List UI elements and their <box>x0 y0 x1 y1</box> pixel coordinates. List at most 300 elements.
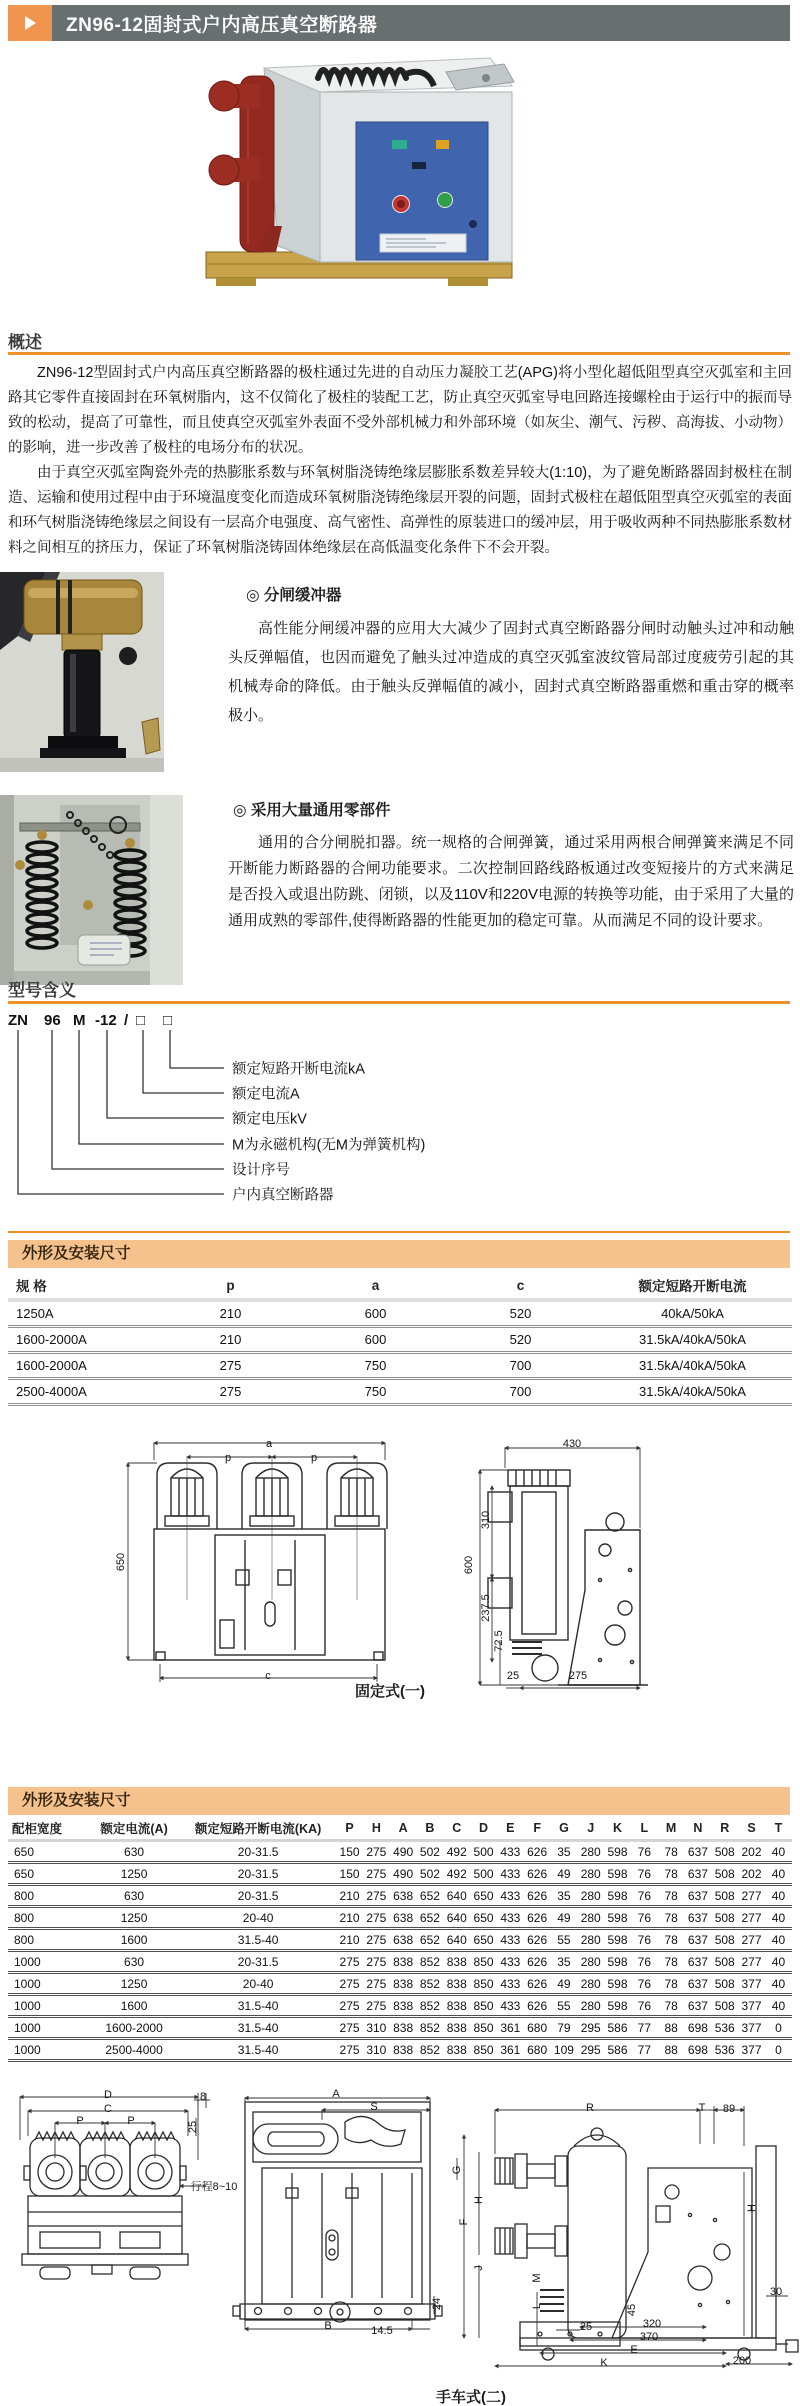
table-cell: 76 <box>631 1973 658 1995</box>
table-cell: 35 <box>551 1885 578 1907</box>
table-cell: 40 <box>765 1885 792 1907</box>
table-column-header: P <box>336 1817 363 1841</box>
table-cell: 210 <box>336 1907 363 1929</box>
table-cell: 838 <box>443 1951 470 1973</box>
table-cell: 637 <box>685 1863 712 1885</box>
dim-label: 24 <box>431 2297 443 2311</box>
table-cell: 637 <box>685 1907 712 1929</box>
table-cell: 700 <box>448 1379 593 1405</box>
table-cell: 490 <box>390 1841 417 1863</box>
table-cell: 652 <box>417 1885 444 1907</box>
handcart-drawings <box>0 2040 800 2406</box>
table-cell: 800 <box>8 1929 88 1951</box>
parts-body: 通用的合分闸脱扣器。统一规格的合闸弹簧，通过采用两根合闸弹簧来满足不同开断能力断路器的合闸功能要求。二次控制回路线路板通过改变短接片的方式来满足是否投入或退出防跳、闭锁，以及110V和220V电源的转换等功能，由于采用了大量的通用成熟的零部件,使得断路器的性能更加的稳定可靠。从而满足不同的设计要求。 <box>228 834 794 929</box>
table-cell: 1000 <box>8 1973 88 1995</box>
table-cell: 640 <box>443 1885 470 1907</box>
dim-label: 320 <box>642 2318 662 2330</box>
table-cell: 31.5-40 <box>180 1929 336 1951</box>
dim-label: D <box>104 2089 112 2101</box>
table-cell: 377 <box>738 2039 765 2061</box>
dim-label: 200 <box>732 2355 752 2367</box>
model-token-box2: □ <box>163 1012 173 1029</box>
table-cell: 20-40 <box>180 1973 336 1995</box>
table-cell: 598 <box>604 1841 631 1863</box>
table-cell: 275 <box>336 1973 363 1995</box>
table-column-header: 规 格 <box>8 1272 158 1300</box>
table-cell: 433 <box>497 1995 524 2017</box>
table-cell: 78 <box>658 1995 685 2017</box>
table-cell: 49 <box>551 1973 578 1995</box>
table-cell: 78 <box>658 1929 685 1951</box>
table-cell: 838 <box>443 1995 470 2017</box>
overview-paragraphs <box>8 361 792 561</box>
table-cell: 49 <box>551 1907 578 1929</box>
table-cell: 637 <box>685 1929 712 1951</box>
table-cell: 277 <box>738 1885 765 1907</box>
table-cell: 838 <box>443 2017 470 2039</box>
table-cell: 838 <box>443 2039 470 2061</box>
table-row <box>8 1379 792 1405</box>
table-column-header: T <box>765 1817 792 1841</box>
table-cell: 800 <box>8 1907 88 1929</box>
table-cell: 280 <box>577 1973 604 1995</box>
dims2-band: 外形及安装尺寸 <box>8 1787 790 1815</box>
table-cell: 650 <box>8 1841 88 1863</box>
dim-label: 237.5 <box>480 1594 492 1622</box>
table-cell: 586 <box>604 2017 631 2039</box>
dim-label: 310 <box>480 1510 492 1530</box>
table-row <box>8 1885 792 1907</box>
dim-label: 72.5 <box>493 1630 505 1652</box>
dim-label: M <box>531 2273 543 2283</box>
dim-label: R <box>586 2102 594 2114</box>
table-cell: 680 <box>524 2039 551 2061</box>
table-cell: 852 <box>417 1973 444 1995</box>
table-cell: 275 <box>363 1973 390 1995</box>
table-cell: 150 <box>336 1863 363 1885</box>
table-column-header: C <box>443 1817 470 1841</box>
table-cell: 275 <box>336 2017 363 2039</box>
table-cell: 20-31.5 <box>180 1841 336 1863</box>
dim-label: S <box>370 2101 378 2113</box>
table-cell: 361 <box>497 2039 524 2061</box>
table-cell: 210 <box>158 1300 303 1327</box>
table-column-header: G <box>551 1817 578 1841</box>
overview-paragraph-1: ZN96-12型固封式户内高压真空断路器的极柱通过先进的自动压力凝胶工艺(APG)将小型化超低阻型真空灭弧室和主回路其它零件直接固封在环氧树脂内，这不仅简化了极柱的装配工艺，防止真空灭弧室导电回路连接螺栓由于运行中的振而导致的松动，提高了可靠性，而且使真空灭弧室外表面不受外部机械力和外部环境（如灰尘、潮气、污秽、高海拔、小动物）的影响，进一步改善了极柱的电场分布的状况。 <box>8 365 792 456</box>
table-cell: 1000 <box>8 2017 88 2039</box>
table-cell: 852 <box>417 1995 444 2017</box>
table-row <box>8 1907 792 1929</box>
table-cell: 1250A <box>8 1300 158 1327</box>
model-token-box1: □ <box>136 1012 146 1029</box>
table-column-header: H <box>363 1817 390 1841</box>
table-cell: 78 <box>658 1951 685 1973</box>
table-cell: 31.5-40 <box>180 2017 336 2039</box>
table-cell: 650 <box>8 1863 88 1885</box>
table-cell: 210 <box>158 1327 303 1353</box>
table-cell: 433 <box>497 1973 524 1995</box>
table-cell: 280 <box>577 1863 604 1885</box>
table-cell: 361 <box>497 2017 524 2039</box>
table-cell: 637 <box>685 1995 712 2017</box>
table-column-header: 额定短路开断电流(KA) <box>180 1817 336 1841</box>
table-cell: 586 <box>604 2039 631 2061</box>
dim-label: 25 <box>579 2321 593 2333</box>
table-cell: 637 <box>685 1885 712 1907</box>
table-cell: 280 <box>577 1995 604 2017</box>
table-cell: 40 <box>765 1995 792 2017</box>
table-cell: 295 <box>577 2017 604 2039</box>
table-column-header: J <box>577 1817 604 1841</box>
table-cell: 76 <box>631 1863 658 1885</box>
model-token-zn: ZN <box>8 1012 28 1029</box>
table-cell: 652 <box>417 1907 444 1929</box>
table-row <box>8 1995 792 2017</box>
table-cell: 377 <box>738 1995 765 2017</box>
dim-label: 30 <box>769 2286 783 2298</box>
table-cell: 650 <box>470 1885 497 1907</box>
dim-label: P <box>76 2115 84 2127</box>
table-cell: 275 <box>336 1995 363 2017</box>
table-cell: 502 <box>417 1863 444 1885</box>
table-cell: 295 <box>577 2039 604 2061</box>
table-column-header: B <box>417 1817 444 1841</box>
dim-label: A <box>332 2088 340 2100</box>
dims2-header-row <box>8 1817 792 1841</box>
overview-paragraph-2: 由于真空灭弧室陶瓷外壳的热膨胀系数与环氧树脂浇铸绝缘层膨胀系数差异较大(1:10)，为了避免断路器固封极柱在制造、运输和使用过程中由于环境温度变化而造成环氧树脂浇铸绝缘层开裂的问题，固封式极柱在超低阻型真空灭弧室的表面和环气树脂浇铸绝缘层之间设有一层高介电强度、高气密性、高弹性的原装进口的缓冲层，用于吸收两种不同热膨胀系数材料之间相互的挤压力，保证了环氧树脂浇铸固体绝缘层在高低温变化条件下不会开裂。 <box>8 465 792 556</box>
table-cell: 750 <box>303 1353 448 1379</box>
table-cell: 626 <box>524 1929 551 1951</box>
table-column-header: a <box>303 1272 448 1300</box>
table-cell: 1250 <box>88 1973 180 1995</box>
table-cell: 280 <box>577 1841 604 1863</box>
table-cell: 640 <box>443 1929 470 1951</box>
table-cell: 210 <box>336 1929 363 1951</box>
dim-label: a <box>265 1438 273 1450</box>
table-cell: 626 <box>524 1973 551 1995</box>
table-cell: 20-31.5 <box>180 1863 336 1885</box>
table-column-header: F <box>524 1817 551 1841</box>
table-cell: 630 <box>88 1951 180 1973</box>
title-badge <box>8 5 52 41</box>
dim-label: 25 <box>187 2120 199 2134</box>
table-cell: 500 <box>470 1841 497 1863</box>
table-row <box>8 2017 792 2039</box>
table-cell: 500 <box>470 1863 497 1885</box>
table-cell: 536 <box>711 2039 738 2061</box>
model-token-slash: / <box>124 1012 129 1029</box>
table-cell: 638 <box>390 1885 417 1907</box>
model-token-12: -12 <box>95 1012 117 1029</box>
model-label-breaking-current: 额定短路开断电流kA <box>232 1061 365 1078</box>
dim-label: p <box>310 1452 318 1464</box>
table-cell: 638 <box>390 1907 417 1929</box>
table-cell: 838 <box>390 1995 417 2017</box>
table-cell: 31.5kA/40kA/50kA <box>593 1379 792 1405</box>
table-cell: 626 <box>524 1907 551 1929</box>
table-cell: 31.5-40 <box>180 1995 336 2017</box>
table-cell: 88 <box>658 2039 685 2061</box>
model-heading: 型号含义 <box>8 981 76 1000</box>
dim-label: 14.5 <box>371 2325 393 2337</box>
table-cell: 650 <box>470 1907 497 1929</box>
table-cell: 76 <box>631 1995 658 2017</box>
buffer-body: 高性能分闸缓冲器的应用大大减少了固封式真空断路器分闸时动触头过冲和动触头反弹幅值，也因而避免了触头过冲造成的真空灭弧室波纹管局部过度疲劳引起的其机械寿命的降低。由于触头反弹幅值的减小，固封式真空断路器重燃和重击穿的概率极小。 <box>228 620 794 724</box>
table-cell: 76 <box>631 1885 658 1907</box>
table-cell: 850 <box>470 2017 497 2039</box>
table-cell: 520 <box>448 1327 593 1353</box>
table-cell: 310 <box>363 2017 390 2039</box>
table-cell: 275 <box>363 1929 390 1951</box>
table-column-header: p <box>158 1272 303 1300</box>
table-cell: 433 <box>497 1929 524 1951</box>
table-cell: 698 <box>685 2039 712 2061</box>
table-cell: 698 <box>685 2017 712 2039</box>
table-cell: 508 <box>711 1907 738 1929</box>
dim-label: 25 <box>506 1670 520 1682</box>
table-cell: 598 <box>604 1995 631 2017</box>
dim-label: 600 <box>463 1555 475 1575</box>
table-column-header: A <box>390 1817 417 1841</box>
model-label-indoor-vcb: 户内真空断路器 <box>232 1187 334 1204</box>
table-cell: 850 <box>470 1973 497 1995</box>
dim-label: 275 <box>568 1670 588 1682</box>
table-cell: 800 <box>8 1885 88 1907</box>
table-cell: 2500-4000A <box>8 1379 158 1405</box>
table-cell: 598 <box>604 1929 631 1951</box>
table-cell: 852 <box>417 2017 444 2039</box>
table-cell: 508 <box>711 1885 738 1907</box>
breaker-illustration <box>168 34 546 296</box>
table-cell: 277 <box>738 1951 765 1973</box>
table-cell: 40 <box>765 1951 792 1973</box>
table-cell: 1600 <box>88 1929 180 1951</box>
table-cell: 280 <box>577 1951 604 1973</box>
model-token-96: 96 <box>44 1012 61 1029</box>
table-cell: 76 <box>631 1907 658 1929</box>
table-cell: 55 <box>551 1995 578 2017</box>
table-cell: 77 <box>631 2039 658 2061</box>
dims1-table <box>8 1272 792 1406</box>
overview-heading: 概述 <box>8 333 42 352</box>
table-cell: 280 <box>577 1907 604 1929</box>
model-token-m: M <box>73 1012 86 1029</box>
dim-label: G <box>451 2165 463 2175</box>
table-column-header: D <box>470 1817 497 1841</box>
table-cell: 598 <box>604 1863 631 1885</box>
table-cell: 202 <box>738 1841 765 1863</box>
table-column-header: S <box>738 1817 765 1841</box>
table-cell: 1000 <box>8 1951 88 1973</box>
table-cell: 40 <box>765 1863 792 1885</box>
table-cell: 78 <box>658 1907 685 1929</box>
table-cell: 630 <box>88 1841 180 1863</box>
table-cell: 652 <box>417 1929 444 1951</box>
table-cell: 1600-2000A <box>8 1327 158 1353</box>
table-row <box>8 1327 792 1353</box>
table-cell: 850 <box>470 1995 497 2017</box>
table-cell: 1600-2000 <box>88 2017 180 2039</box>
handcart-caption: 手车式(二) <box>436 2389 506 2406</box>
table-column-header: R <box>711 1817 738 1841</box>
table-cell: 433 <box>497 1885 524 1907</box>
dim-label: T <box>698 2102 706 2114</box>
page-title: ZN96-12固封式户内高压真空断路器 <box>66 14 378 36</box>
table-row <box>8 1300 792 1327</box>
table-column-header: N <box>685 1817 712 1841</box>
table-cell: 637 <box>685 1973 712 1995</box>
table-cell: 492 <box>443 1863 470 1885</box>
dim-label: 370 <box>639 2331 659 2343</box>
table-cell: 598 <box>604 1973 631 1995</box>
table-cell: 598 <box>604 1885 631 1907</box>
dims2-table <box>8 1817 792 2062</box>
table-cell: 31.5-40 <box>180 2039 336 2061</box>
table-cell: 40 <box>765 1841 792 1863</box>
table-cell: 700 <box>448 1353 593 1379</box>
table-cell: 275 <box>363 1885 390 1907</box>
table-cell: 210 <box>336 1885 363 1907</box>
table-cell: 433 <box>497 1841 524 1863</box>
table-cell: 433 <box>497 1907 524 1929</box>
table-column-header: M <box>658 1817 685 1841</box>
table-cell: 637 <box>685 1841 712 1863</box>
table-cell: 502 <box>417 1841 444 1863</box>
table-cell: 150 <box>336 1841 363 1863</box>
table-cell: 20-40 <box>180 1907 336 1929</box>
table-cell: 310 <box>363 2039 390 2061</box>
table-cell: 630 <box>88 1885 180 1907</box>
table-cell: 31.5kA/40kA/50kA <box>593 1353 792 1379</box>
table-cell: 536 <box>711 2017 738 2039</box>
table-cell: 275 <box>363 1907 390 1929</box>
table-cell: 275 <box>158 1353 303 1379</box>
table-cell: 0 <box>765 2017 792 2039</box>
dim-label: 89 <box>722 2103 736 2115</box>
model-label-rated-voltage: 额定电压kV <box>232 1111 307 1128</box>
table-cell: 275 <box>336 1951 363 1973</box>
table-cell: 508 <box>711 1929 738 1951</box>
model-rule <box>8 1001 790 1004</box>
dim-label: 45 <box>626 2303 638 2317</box>
dim-label: E <box>630 2344 638 2356</box>
table-cell: 1000 <box>8 2039 88 2061</box>
table-cell: 433 <box>497 1951 524 1973</box>
product-photo <box>168 34 546 296</box>
dim-label: c <box>265 1670 271 1682</box>
table-cell: 35 <box>551 1841 578 1863</box>
table-cell: 277 <box>738 1907 765 1929</box>
table-row <box>8 1863 792 1885</box>
buffer-heading: ◎ 分闸缓冲器 <box>246 587 342 604</box>
table-cell: 49 <box>551 1863 578 1885</box>
table-column-header: K <box>604 1817 631 1841</box>
table-cell: 275 <box>336 2039 363 2061</box>
table-cell: 852 <box>417 1951 444 1973</box>
table-cell: 280 <box>577 1929 604 1951</box>
table-cell: 76 <box>631 1929 658 1951</box>
table-cell: 377 <box>738 1973 765 1995</box>
dim-label: 8 <box>199 2091 207 2103</box>
table-row <box>8 1841 792 1863</box>
table-cell: 31.5kA/40kA/50kA <box>593 1327 792 1353</box>
table-cell: 40kA/50kA <box>593 1300 792 1327</box>
dim-label: B <box>324 2320 332 2332</box>
table-cell: 838 <box>443 1973 470 1995</box>
parts-heading: ◎ 采用大量通用零部件 <box>233 802 391 819</box>
table-cell: 600 <box>303 1300 448 1327</box>
table-cell: 490 <box>390 1863 417 1885</box>
table-cell: 0 <box>765 2039 792 2061</box>
table-cell: 850 <box>470 2039 497 2061</box>
table-cell: 20-31.5 <box>180 1951 336 1973</box>
table-cell: 2500-4000 <box>88 2039 180 2061</box>
table-cell: 40 <box>765 1907 792 1929</box>
table-column-header: 额定电流(A) <box>88 1817 180 1841</box>
table-cell: 40 <box>765 1973 792 1995</box>
table-cell: 508 <box>711 1973 738 1995</box>
table-cell: 280 <box>577 1885 604 1907</box>
table-cell: 626 <box>524 1841 551 1863</box>
overview-rule <box>8 352 790 355</box>
dim-label: H <box>473 2196 485 2204</box>
dim-label: 650 <box>115 1552 127 1572</box>
table-cell: 680 <box>524 2017 551 2039</box>
dim-label: F <box>458 2218 470 2226</box>
table-cell: 598 <box>604 1907 631 1929</box>
model-label-design-serial: 设计序号 <box>232 1162 290 1179</box>
table-cell: 638 <box>390 1929 417 1951</box>
dims1-header-row <box>8 1272 792 1300</box>
table-cell: 76 <box>631 1951 658 1973</box>
table-cell: 55 <box>551 1929 578 1951</box>
table-cell: 377 <box>738 2017 765 2039</box>
table-cell: 77 <box>631 2017 658 2039</box>
table-cell: 109 <box>551 2039 578 2061</box>
table-cell: 600 <box>303 1327 448 1353</box>
table-cell: 275 <box>363 1841 390 1863</box>
table-cell: 277 <box>738 1929 765 1951</box>
dim-label: K <box>600 2357 608 2369</box>
dim-label: P <box>127 2115 135 2127</box>
table-cell: 78 <box>658 1885 685 1907</box>
table-column-header: 配柜宽度 <box>8 1817 88 1841</box>
table-cell: 433 <box>497 1863 524 1885</box>
play-triangle-icon <box>25 16 36 30</box>
table-column-header: 额定短路开断电流 <box>593 1272 792 1300</box>
table-cell: 508 <box>711 1863 738 1885</box>
table-cell: 20-31.5 <box>180 1885 336 1907</box>
table-cell: 78 <box>658 1973 685 1995</box>
section-divider <box>8 1231 790 1233</box>
dim-label: H <box>746 2204 758 2212</box>
dim-label: C <box>104 2103 112 2115</box>
dim-label: J <box>473 2265 485 2271</box>
table-cell: 598 <box>604 1951 631 1973</box>
table-cell: 1250 <box>88 1907 180 1929</box>
table-cell: 1250 <box>88 1863 180 1885</box>
parts-photo <box>0 795 183 985</box>
table-cell: 35 <box>551 1951 578 1973</box>
table-cell: 508 <box>711 1995 738 2017</box>
table-cell: 626 <box>524 1863 551 1885</box>
table-cell: 275 <box>158 1379 303 1405</box>
dim-label: L <box>531 2302 543 2310</box>
model-label-rated-current: 额定电流A <box>232 1086 300 1103</box>
table-cell: 1600-2000A <box>8 1353 158 1379</box>
table-column-header: L <box>631 1817 658 1841</box>
model-leader-lines <box>0 1020 800 1220</box>
